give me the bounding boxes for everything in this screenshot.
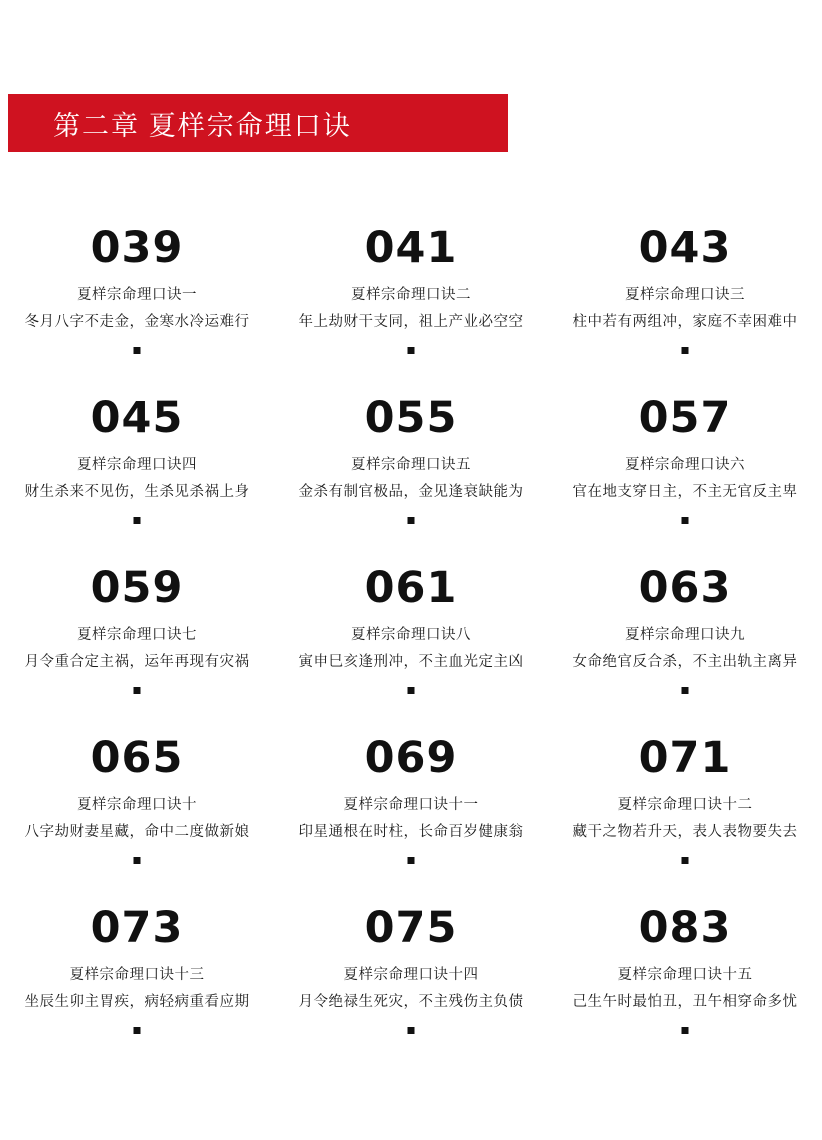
toc-entry[interactable] — [274, 890, 548, 1060]
entry-description: 月令绝禄生死灾，不主残伤主负债 — [298, 994, 524, 1011]
entry-page-number: 059 — [90, 563, 184, 613]
toc-entry[interactable] — [274, 210, 548, 380]
entry-description: 冬月八字不走金，金寒水冷运难行 — [24, 314, 250, 331]
entry-title: 夏样宗命理口诀十二 — [617, 797, 753, 814]
entry-separator-dot-icon — [682, 517, 689, 524]
entry-separator-dot-icon — [408, 857, 415, 864]
entry-title: 夏样宗命理口诀七 — [77, 627, 197, 644]
toc-entry[interactable] — [274, 720, 548, 890]
entry-description: 寅申巳亥逢刑冲，不主血光定主凶 — [298, 654, 524, 671]
entry-separator-dot-icon — [682, 1027, 689, 1034]
entry-page-number: 073 — [90, 903, 184, 953]
entry-title: 夏样宗命理口诀一 — [77, 287, 197, 304]
entry-separator-dot-icon — [134, 687, 141, 694]
toc-entry[interactable] — [548, 890, 822, 1060]
toc-entry[interactable] — [274, 380, 548, 550]
toc-entry[interactable] — [0, 210, 274, 380]
entry-separator-dot-icon — [408, 517, 415, 524]
entry-description: 八字劫财妻星藏，命中二度做新娘 — [24, 824, 250, 841]
entry-separator-dot-icon — [134, 1027, 141, 1034]
entry-page-number: 061 — [364, 563, 458, 613]
entry-title: 夏样宗命理口诀二 — [351, 287, 471, 304]
entry-description: 财生杀来不见伤，生杀见杀祸上身 — [24, 484, 250, 501]
entry-separator-dot-icon — [134, 517, 141, 524]
chapter-title: 第二章 夏样宗命理口诀 — [53, 110, 352, 141]
entry-page-number: 063 — [638, 563, 732, 613]
entry-separator-dot-icon — [134, 347, 141, 354]
entry-title: 夏样宗命理口诀十三 — [69, 967, 205, 984]
entry-separator-dot-icon — [408, 687, 415, 694]
chapter-banner — [8, 94, 508, 152]
entry-separator-dot-icon — [408, 347, 415, 354]
entry-page-number: 055 — [364, 393, 458, 443]
entry-title: 夏样宗命理口诀四 — [77, 457, 197, 474]
entry-page-number: 083 — [638, 903, 732, 953]
toc-entry[interactable] — [274, 550, 548, 720]
entry-description: 金杀有制官极品，金见逢衰缺能为 — [298, 484, 524, 501]
entry-title: 夏样宗命理口诀十 — [77, 797, 197, 814]
toc-entry[interactable] — [0, 890, 274, 1060]
entry-title: 夏样宗命理口诀六 — [625, 457, 745, 474]
entry-page-number: 057 — [638, 393, 732, 443]
toc-grid — [0, 210, 822, 1060]
entry-title: 夏样宗命理口诀十一 — [343, 797, 479, 814]
entry-page-number: 041 — [364, 223, 458, 273]
entry-separator-dot-icon — [682, 687, 689, 694]
entry-title: 夏样宗命理口诀九 — [625, 627, 745, 644]
entry-description: 坐辰生卯主胃疾，病轻病重看应期 — [24, 994, 250, 1011]
entry-title: 夏样宗命理口诀八 — [351, 627, 471, 644]
toc-entry[interactable] — [548, 380, 822, 550]
toc-entry[interactable] — [548, 210, 822, 380]
entry-page-number: 065 — [90, 733, 184, 783]
entry-description: 印星通根在时柱，长命百岁健康翁 — [298, 824, 524, 841]
toc-entry[interactable] — [548, 550, 822, 720]
entry-description: 年上劫财干支同，祖上产业必空空 — [298, 314, 524, 331]
toc-entry[interactable] — [0, 380, 274, 550]
entry-page-number: 075 — [364, 903, 458, 953]
toc-entry[interactable] — [0, 550, 274, 720]
toc-entry[interactable] — [0, 720, 274, 890]
entry-separator-dot-icon — [682, 347, 689, 354]
entry-description: 女命绝官反合杀，不主出轨主离异 — [572, 654, 798, 671]
entry-separator-dot-icon — [134, 857, 141, 864]
entry-title: 夏样宗命理口诀十五 — [617, 967, 753, 984]
entry-title: 夏样宗命理口诀十四 — [343, 967, 479, 984]
entry-description: 柱中若有两组冲，家庭不幸困难中 — [572, 314, 798, 331]
entry-separator-dot-icon — [408, 1027, 415, 1034]
entry-title: 夏样宗命理口诀三 — [625, 287, 745, 304]
entry-page-number: 043 — [638, 223, 732, 273]
toc-entry[interactable] — [548, 720, 822, 890]
entry-separator-dot-icon — [682, 857, 689, 864]
entry-description: 官在地支穿日主，不主无官反主卑 — [572, 484, 798, 501]
entry-page-number: 045 — [90, 393, 184, 443]
entry-page-number: 039 — [90, 223, 184, 273]
entry-page-number: 071 — [638, 733, 732, 783]
entry-description: 月令重合定主祸，运年再现有灾祸 — [24, 654, 250, 671]
entry-title: 夏样宗命理口诀五 — [351, 457, 471, 474]
entry-page-number: 069 — [364, 733, 458, 783]
entry-description: 己生午时最怕丑，丑午相穿命多忧 — [572, 994, 798, 1011]
entry-description: 藏干之物若升天，表人表物要失去 — [572, 824, 798, 841]
